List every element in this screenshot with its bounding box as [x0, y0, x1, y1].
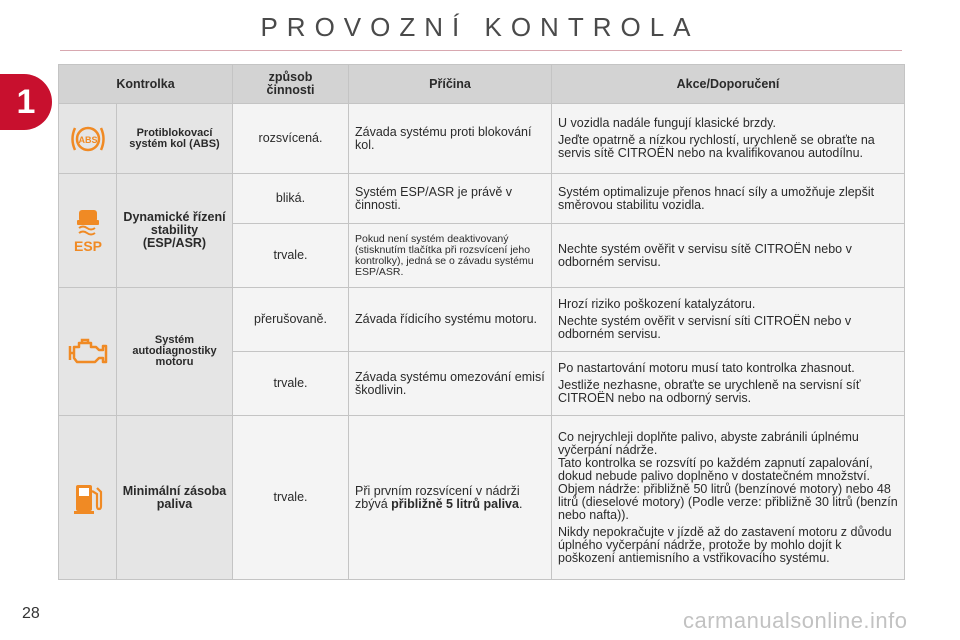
row-zpusob: přerušovaně.: [233, 288, 349, 352]
watermark: carmanualsonline.info: [683, 608, 908, 633]
row-zpusob: trvale.: [233, 416, 349, 580]
svg-text:ESP: ESP: [73, 237, 102, 254]
row-zpusob: trvale.: [233, 352, 349, 416]
row-akce: Co nejrychleji doplňte palivo, abyste zabránili úplnému vyčerpání nádrže. Tato kontrolka se rozsvítí po každém zapnutí zapalování, dokud nebude palivo doplněno v dostatečném množství. Objem nádrže: přibližně 50 litrů (benzínové motory) nebo 48 litrů (dieselové motory) (Podle verze: přibližně 30 litrů (benzín nebo nafta)). Nikdy nepokračujte v jízdě až do zastavení motoru z důvodu úplného vyčerpání nádrže, protože by mohlo dojít k poškození antiemisního a vstřikovacího systému.: [552, 416, 905, 580]
table-row: [59, 416, 905, 580]
header-zpusob: způsob činnosti: [233, 65, 349, 104]
engine-check-icon: [59, 288, 117, 416]
row-akce: Po nastartování motoru musí tato kontrolka zhasnout. Jestliže nezhasne, obraťte se urychleně na servisní síť CITROËN nebo na odborný servis.: [552, 352, 905, 416]
row-zpusob: rozsvícená.: [233, 104, 349, 174]
page-title: PROVOZNÍ KONTROLA: [260, 12, 700, 42]
row-zpusob: bliká.: [233, 174, 349, 224]
fuel-pump-icon: [59, 416, 117, 580]
row-name: Minimální zásoba paliva: [117, 416, 233, 580]
row-name: Protiblokovací systém kol (ABS): [117, 104, 233, 174]
esp-icon: [59, 174, 117, 288]
row-name: Systém autodiagnostiky motoru: [117, 288, 233, 416]
row-pricina: Systém ESP/ASR je právě v činnosti.: [349, 174, 552, 224]
table-row: [59, 104, 905, 174]
page-number: 28: [22, 605, 40, 622]
row-name: Dynamické řízení stability (ESP/ASR): [117, 174, 233, 288]
svg-text:ABS: ABS: [77, 134, 98, 145]
row-akce: Hrozí riziko poškození katalyzátoru. Nechte systém ověřit v servisní síti CITROËN nebo v odborném servisu.: [552, 288, 905, 352]
row-akce: U vozidla nadále fungují klasické brzdy. Jeďte opatrně a nízkou rychlostí, urychleně se obraťte na servis sítě CITROËN nebo na kvalifikovanou autodílnu.: [552, 104, 905, 174]
chapter-tab: 1: [0, 74, 52, 130]
row-pricina: Pokud není systém deaktivovaný (stisknutím tlačítka při rozsvícení jeho kontrolky), jedná se o závadu systému ESP/ASR.: [349, 224, 552, 288]
warning-lights-table: [58, 64, 905, 580]
row-pricina: Závada systému proti blokování kol.: [349, 104, 552, 174]
header-pricina: Příčina: [349, 65, 552, 104]
row-pricina: Závada systému omezování emisí škodlivin.: [349, 352, 552, 416]
table-header-row: [59, 65, 905, 104]
table-row: [59, 288, 905, 352]
header-akce: Akce/Doporučení: [552, 65, 905, 104]
row-zpusob: trvale.: [233, 224, 349, 288]
row-pricina: Při prvním rozsvícení v nádrži zbývá přibližně 5 litrů paliva.: [349, 416, 552, 580]
title-divider: [60, 50, 902, 51]
abs-warning-icon: [59, 104, 117, 174]
header-kontrolka: Kontrolka: [59, 65, 233, 104]
table-row: [59, 174, 905, 224]
row-akce: Nechte systém ověřit v servisu sítě CITROËN nebo v odborném servisu.: [552, 224, 905, 288]
row-akce: Systém optimalizuje přenos hnací síly a umožňuje zlepšit směrovou stabilitu vozidla.: [552, 174, 905, 224]
row-pricina: Závada řídicího systému motoru.: [349, 288, 552, 352]
